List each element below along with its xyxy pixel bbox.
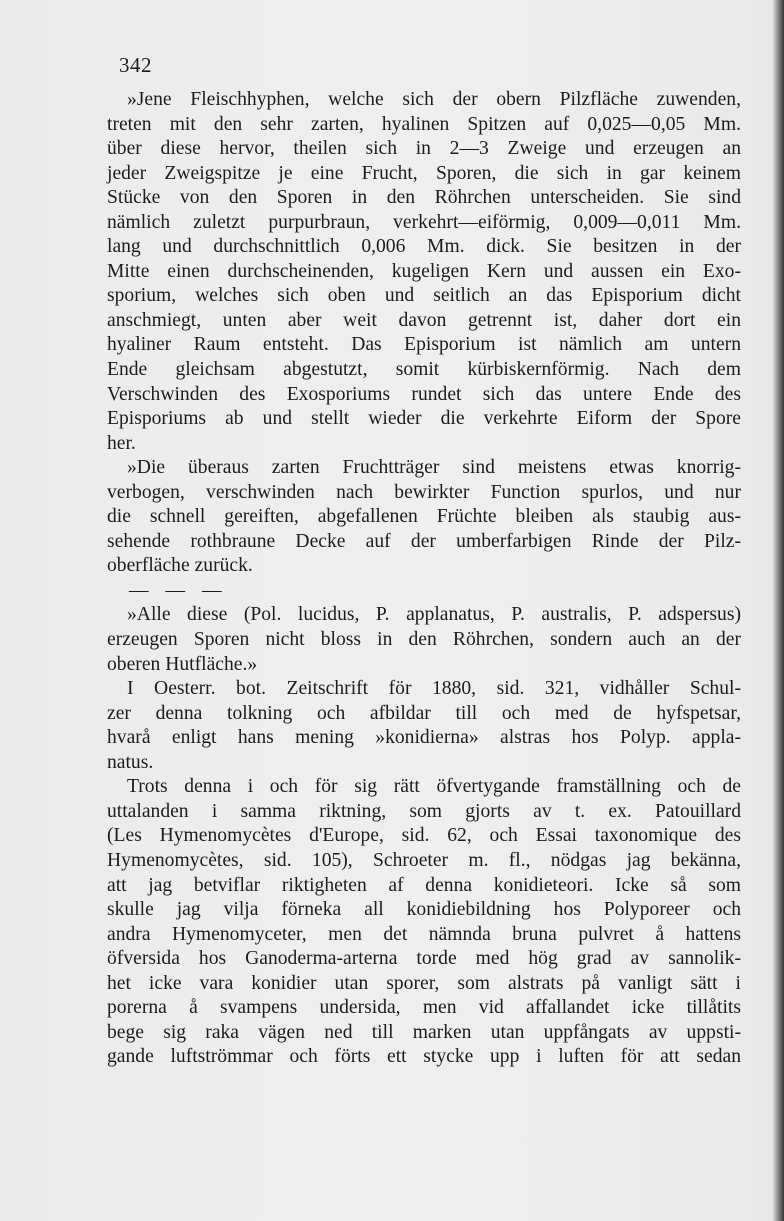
text-line: treten mit den sehr zarten, hyalinen Spitzen auf 0,025—0,05 Mm. bbox=[107, 113, 741, 135]
text-line: (Les Hymenomycètes d'Europe, sid. 62, och Essai taxonomique des bbox=[107, 825, 741, 847]
text-line: porerna å svampens undersida, men vid affallandet icke tillåtits bbox=[107, 997, 741, 1019]
text-line: »Jene Fleischhyphen, welche sich der obern Pilzfläche zuwenden, bbox=[127, 89, 741, 110]
text-line: sporium, welches sich oben und seitlich an das Episporium dicht bbox=[107, 285, 741, 307]
text-line: oberen Hutfläche.» bbox=[107, 653, 258, 675]
text-line: jeder Zweigspitze je eine Frucht, Sporen, die sich in gar keinem bbox=[107, 162, 741, 184]
text-line: her. bbox=[107, 432, 136, 454]
text-line: hvarå enligt hans mening »konidierna» alstras hos Polyp. appla- bbox=[107, 727, 741, 749]
body-text bbox=[107, 88, 741, 1070]
text-line: att jag betviflar riktigheten af denna konidieteori. Icke så som bbox=[107, 874, 741, 896]
text-line: het icke vara konidier utan sporer, som alstrats på vanligt sätt i bbox=[107, 972, 741, 994]
text-line: verbogen, verschwinden nach bewirkter Function spurlos, und nur bbox=[107, 481, 741, 503]
text-line: »Die überaus zarten Fruchtträger sind meistens etwas knorrig- bbox=[127, 457, 741, 479]
text-line: Ende gleichsam abgestutzt, somit kürbiskernförmig. Nach dem bbox=[107, 359, 741, 381]
text-line: öfversida hos Ganoderma-arterna torde med hög grad av sannolik- bbox=[107, 948, 741, 970]
text-line: gande luftströmmar och förts ett stycke upp i luften för att sedan bbox=[107, 1046, 741, 1068]
text-line: nämlich zuletzt purpurbraun, verkehrt—eiförmig, 0,009—0,011 Mm. bbox=[107, 211, 741, 233]
text-line: hyaliner Raum entsteht. Das Episporium ist nämlich am untern bbox=[107, 334, 741, 356]
text-line: bege sig raka vägen ned till marken utan uppfångats av uppsti- bbox=[107, 1021, 741, 1043]
text-line: zer denna tolkning och afbildar till och med de hyfspetsar, bbox=[107, 702, 741, 724]
text-line: oberfläche zurück. bbox=[107, 555, 253, 577]
text-line: Hymenomycètes, sid. 105), Schroeter m. fl., nödgas jag bekänna, bbox=[107, 849, 741, 871]
text-line: I Oesterr. bot. Zeitschrift för 1880, sid. 321, vidhåller Schul- bbox=[127, 678, 741, 700]
text-line: Trots denna i och för sig rätt öfvertygande framställning och de bbox=[127, 776, 741, 798]
text-line: natus. bbox=[107, 751, 154, 773]
text-line: Episporiums ab und stellt wieder die verkehrte Eiform der Spore bbox=[107, 408, 741, 430]
text-line: Stücke von den Sporen in den Röhrchen unterscheiden. Sie sind bbox=[107, 187, 741, 209]
text-line: lang und durchschnittlich 0,006 Mm. dick. Sie besitzen in der bbox=[107, 236, 741, 258]
text-line: sehende rothbraune Decke auf der umberfarbigen Rinde der Pilz- bbox=[107, 530, 741, 552]
text-line: skulle jag vilja förneka all konidiebildning hos Polyporeer och bbox=[107, 899, 741, 921]
text-line: andra Hymenomyceter, men det nämnda bruna pulvret å hattens bbox=[107, 923, 741, 945]
section-separator: — — — bbox=[129, 579, 228, 601]
text-line: Mitte einen durchscheinenden, kugeligen Kern und aussen ein Exo- bbox=[107, 260, 741, 282]
text-line: Verschwinden des Exosporiums rundet sich das untere Ende des bbox=[107, 383, 741, 405]
text-line: über diese hervor, theilen sich in 2—3 Zweige und erzeugen an bbox=[107, 138, 741, 160]
text-line: erzeugen Sporen nicht bloss in den Röhrchen, sondern auch an der bbox=[107, 629, 741, 651]
text-line: »Alle diese (Pol. lucidus, P. applanatus, P. australis, P. adspersus) bbox=[127, 604, 741, 626]
text-line: die schnell gereiften, abgefallenen Früchte bleiben als staubig aus- bbox=[107, 506, 741, 528]
page-number: 342 bbox=[119, 53, 152, 77]
text-line: anschmiegt, unten aber weit davon getrennt ist, daher dort ein bbox=[107, 309, 741, 331]
page-edge-shadow bbox=[772, 0, 784, 1221]
text-line: uttalanden i samma riktning, som gjorts av t. ex. Patouillard bbox=[107, 800, 741, 822]
